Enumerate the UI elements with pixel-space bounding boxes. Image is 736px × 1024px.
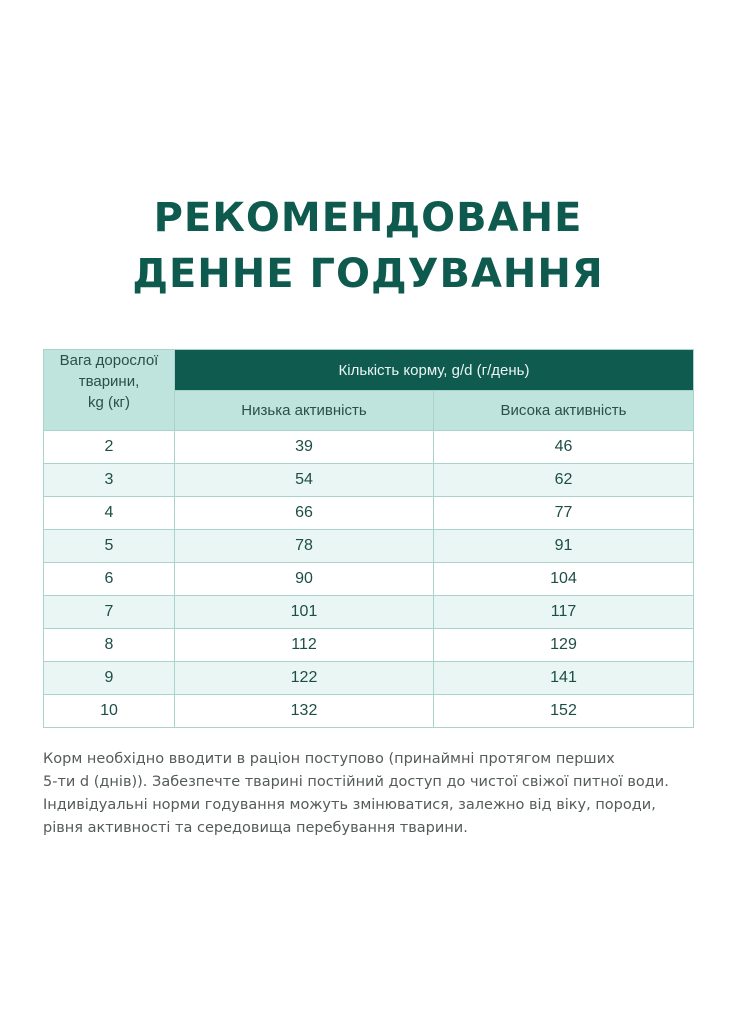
note-line-3: Індивідуальні норми годування можуть змінюватися, залежно від віку, породи,: [43, 797, 656, 813]
cell-weight: 8: [44, 629, 175, 662]
weight-header-line-1: Вага дорослої: [59, 352, 159, 369]
table-body: [44, 431, 694, 728]
table-row: [44, 629, 694, 662]
amount-column-header: Кількість корму, g/d (г/день): [175, 350, 694, 391]
cell-low: 112: [175, 629, 434, 662]
note-line-1: Корм необхідно вводити в раціон поступово (принаймні протягом перших: [43, 751, 615, 767]
cell-low: 132: [175, 695, 434, 728]
cell-weight: 3: [44, 464, 175, 497]
cell-high: 46: [434, 431, 694, 464]
high-activity-header: Висока активність: [434, 391, 694, 431]
cell-low: 66: [175, 497, 434, 530]
cell-high: 152: [434, 695, 694, 728]
feeding-note: [43, 748, 703, 840]
cell-high: 62: [434, 464, 694, 497]
cell-high: 141: [434, 662, 694, 695]
cell-weight: 7: [44, 596, 175, 629]
cell-low: 101: [175, 596, 434, 629]
note-line-2: 5-ти d (днів)). Забезпечте тварині постійний доступ до чистої свіжої питної води.: [43, 774, 669, 790]
weight-column-header: [44, 350, 175, 431]
weight-header-line-2: тварини,: [78, 373, 140, 390]
cell-low: 54: [175, 464, 434, 497]
page-title: [0, 190, 736, 302]
cell-weight: 4: [44, 497, 175, 530]
weight-header-line-3: kg (кг): [87, 394, 131, 411]
cell-low: 39: [175, 431, 434, 464]
table-row: [44, 497, 694, 530]
cell-weight: 6: [44, 563, 175, 596]
table-row: [44, 530, 694, 563]
cell-high: 77: [434, 497, 694, 530]
table-row: [44, 464, 694, 497]
cell-weight: 2: [44, 431, 175, 464]
table-row: [44, 431, 694, 464]
table-row: [44, 563, 694, 596]
table-row: [44, 596, 694, 629]
cell-weight: 9: [44, 662, 175, 695]
cell-weight: 10: [44, 695, 175, 728]
cell-low: 122: [175, 662, 434, 695]
table-row: [44, 695, 694, 728]
cell-high: 117: [434, 596, 694, 629]
cell-high: 129: [434, 629, 694, 662]
low-activity-header: Низька активність: [175, 391, 434, 431]
table-row: [44, 662, 694, 695]
cell-weight: 5: [44, 530, 175, 563]
feeding-table: [43, 349, 694, 728]
title-line-2: ДЕННЕ ГОДУВАННЯ: [132, 251, 604, 297]
note-line-4: рівня активності та середовища перебування тварини.: [43, 820, 468, 836]
title-line-1: РЕКОМЕНДОВАНЕ: [153, 195, 583, 241]
cell-high: 91: [434, 530, 694, 563]
cell-low: 78: [175, 530, 434, 563]
cell-low: 90: [175, 563, 434, 596]
cell-high: 104: [434, 563, 694, 596]
